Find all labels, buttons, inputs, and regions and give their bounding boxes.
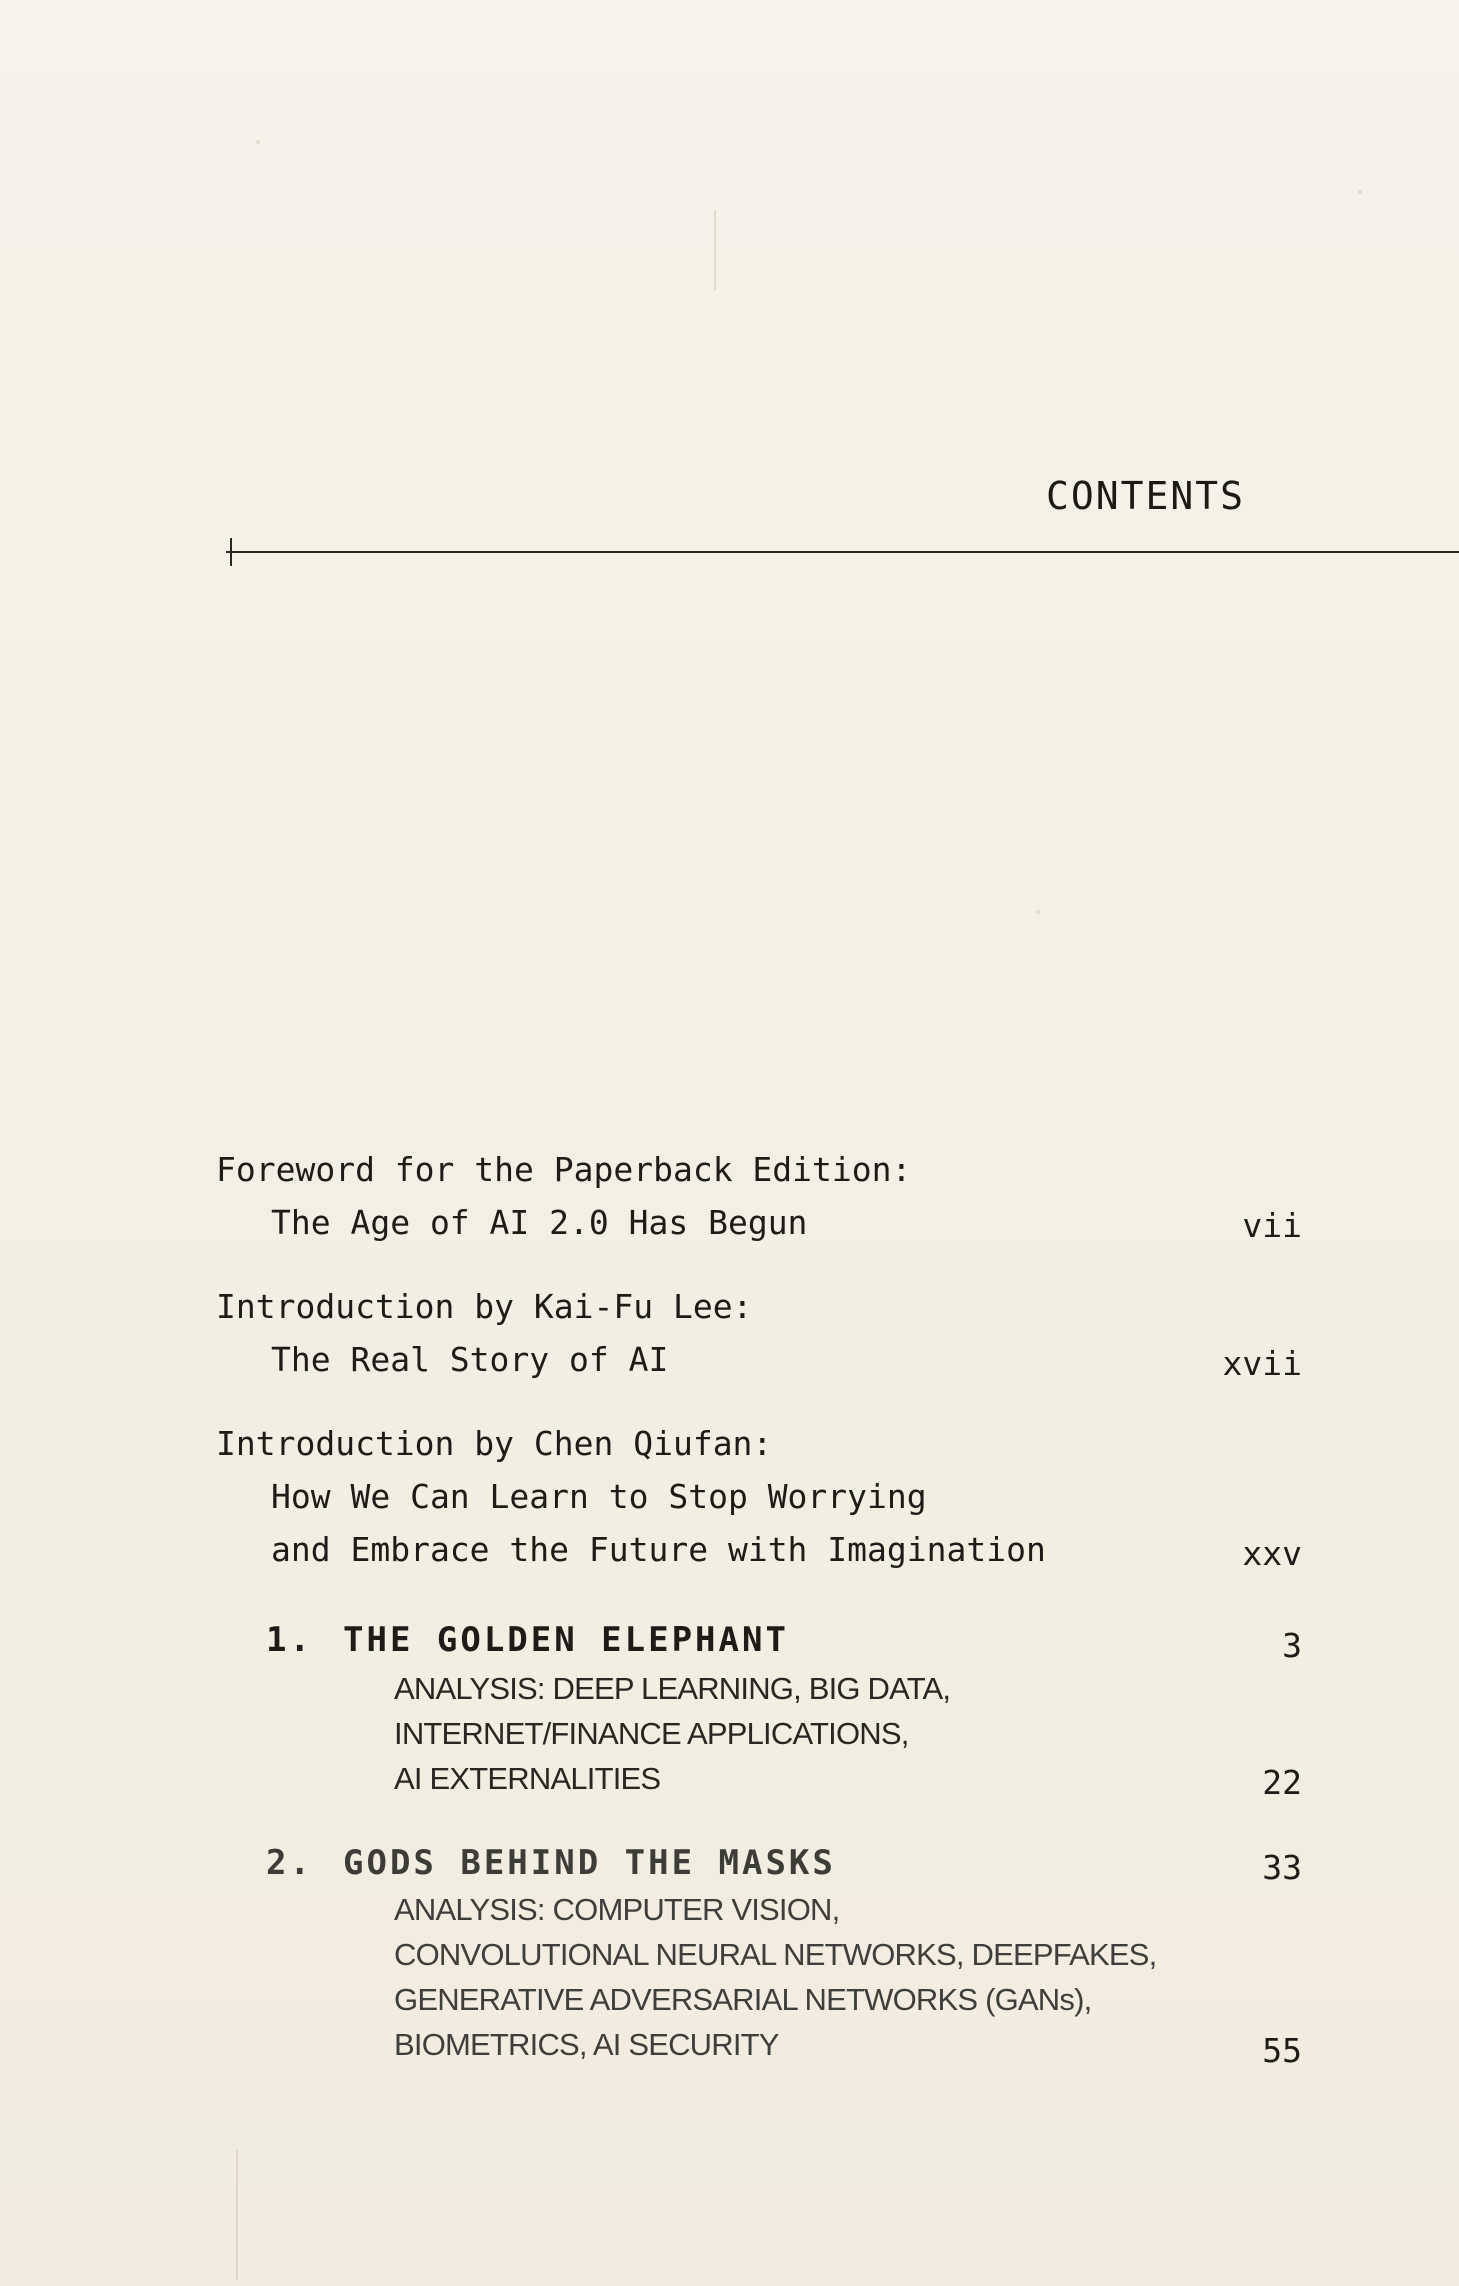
- toc-entry-intro-chen-line3: and Embrace the Future with Imagination: [271, 1530, 1046, 1569]
- heading-rule: [226, 551, 1459, 553]
- chapter-1-analysis-line3: AI EXTERNALITIES: [394, 1761, 661, 1796]
- chapter-2-page: 33: [1262, 1848, 1302, 1887]
- chapter-2-analysis-line4: BIOMETRICS, AI SECURITY: [394, 2027, 779, 2062]
- chapter-2-analysis-line3: GENERATIVE ADVERSARIAL NETWORKS (GANs),: [394, 1982, 1092, 2017]
- page-title: CONTENTS: [1046, 474, 1246, 518]
- paper-speck: [1358, 190, 1362, 194]
- paper-speck: [256, 140, 260, 144]
- toc-entry-intro-chen-line1: Introduction by Chen Qiufan:: [216, 1424, 773, 1463]
- chapter-1-title: THE GOLDEN ELEPHANT: [343, 1620, 789, 1660]
- toc-entry-intro-chen-page: xxv: [1242, 1534, 1302, 1573]
- toc-entry-foreword-page: vii: [1242, 1206, 1302, 1245]
- toc-entry-foreword-line2: The Age of AI 2.0 Has Begun: [271, 1203, 808, 1242]
- paper-speck: [714, 210, 716, 290]
- chapter-1-analysis-line2: INTERNET/FINANCE APPLICATIONS,: [394, 1716, 909, 1751]
- paper-speck: [1036, 910, 1040, 914]
- toc-entry-intro-lee-page: xvii: [1222, 1344, 1302, 1383]
- toc-entry-foreword-line1: Foreword for the Paperback Edition:: [216, 1150, 912, 1189]
- chapter-2-analysis-line1: ANALYSIS: COMPUTER VISION,: [394, 1892, 840, 1927]
- heading-rule-tick: [230, 538, 232, 566]
- toc-entry-intro-lee-line2: The Real Story of AI: [271, 1340, 669, 1379]
- chapter-1-analysis-page: 22: [1262, 1763, 1302, 1802]
- toc-entry-intro-lee-line1: Introduction by Kai-Fu Lee:: [216, 1287, 753, 1326]
- paper-speck: [236, 2150, 238, 2280]
- chapter-2-title: GODS BEHIND THE MASKS: [343, 1843, 836, 1883]
- chapter-2-analysis-page: 55: [1262, 2031, 1302, 2070]
- toc-entry-intro-chen-line2: How We Can Learn to Stop Worrying: [271, 1477, 927, 1516]
- chapter-1-number: 1.: [266, 1620, 313, 1660]
- chapter-2-analysis-line2: CONVOLUTIONAL NEURAL NETWORKS, DEEPFAKES,: [394, 1937, 1157, 1972]
- chapter-1-page: 3: [1282, 1626, 1302, 1665]
- chapter-2-number: 2.: [266, 1843, 313, 1883]
- chapter-1-analysis-line1: ANALYSIS: DEEP LEARNING, BIG DATA,: [394, 1671, 951, 1706]
